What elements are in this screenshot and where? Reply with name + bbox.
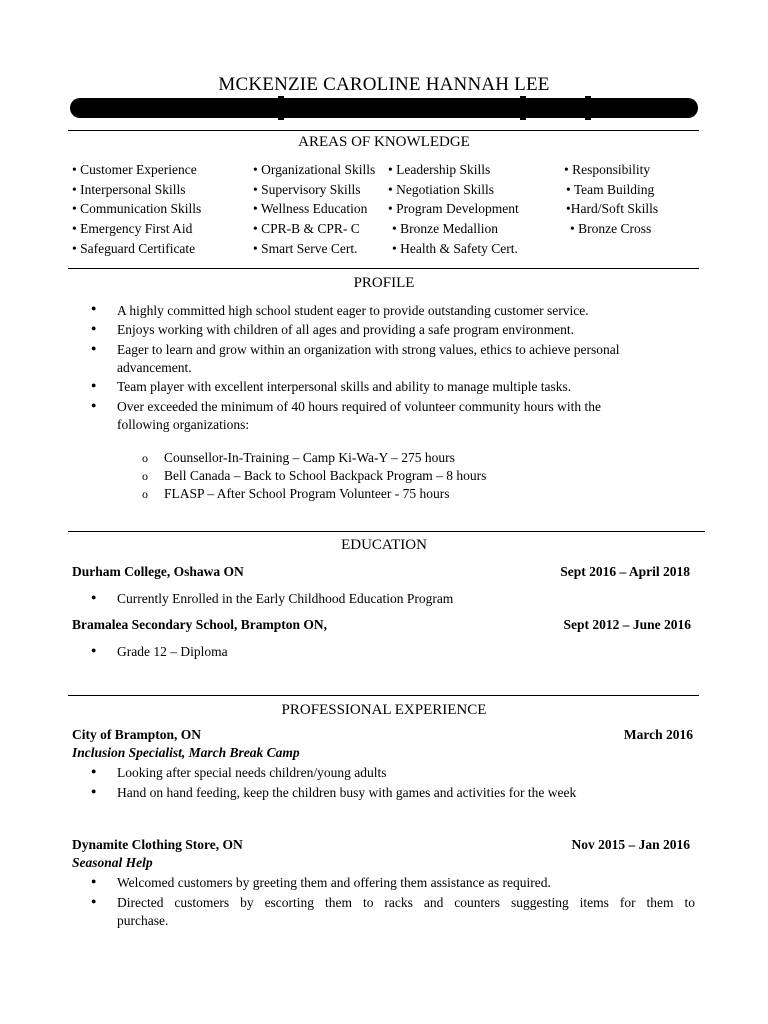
profile-bullet: A highly committed high school student eager to provide outstanding customer service. xyxy=(117,303,589,318)
employment-dates: Nov 2015 – Jan 2016 xyxy=(571,837,690,852)
profile-bullet: Enjoys working with children of all ages and providing a safe program environment. xyxy=(117,322,575,337)
bar-notch xyxy=(585,96,591,120)
job-role: Seasonal Help xyxy=(72,855,153,870)
bullet-dot: ● xyxy=(91,786,97,796)
skill-item: • Safeguard Certificate xyxy=(72,241,196,256)
school-name: Durham College, Oshawa ON xyxy=(72,564,244,579)
skill-item: • Negotiation Skills xyxy=(388,182,494,197)
skill-item: • Smart Serve Cert. xyxy=(253,241,358,256)
skill-item: • Supervisory Skills xyxy=(253,182,361,197)
section-divider xyxy=(68,268,699,269)
skill-item: • CPR-B & CPR- C xyxy=(253,221,360,236)
bar-notch xyxy=(278,96,284,120)
job-role: Inclusion Specialist, March Break Camp xyxy=(72,745,300,760)
candidate-name: MCKENZIE CAROLINE HANNAH LEE xyxy=(218,74,550,95)
education-detail: Currently Enrolled in the Early Childhood Education Program xyxy=(117,591,454,606)
bullet-dot: ● xyxy=(91,766,97,776)
education-dates: Sept 2012 – June 2016 xyxy=(563,617,691,632)
skill-item: • Interpersonal Skills xyxy=(72,182,186,197)
school-name: Bramalea Secondary School, Brampton ON, xyxy=(72,617,327,632)
bullet-dot: ● xyxy=(91,592,97,602)
skill-item: • Emergency First Aid xyxy=(72,221,193,236)
skill-item: •Hard/Soft Skills xyxy=(566,201,659,216)
sub-bullet-marker: o xyxy=(142,451,148,465)
skill-item: • Customer Experience xyxy=(72,162,197,177)
profile-bullet: Team player with excellent interpersonal skills and ability to manage multiple tasks. xyxy=(117,379,572,394)
bullet-dot: ● xyxy=(91,876,97,886)
employer-name: City of Brampton, ON xyxy=(72,727,201,742)
education-title: EDUCATION xyxy=(341,537,427,553)
sub-bullet-marker: o xyxy=(142,487,148,501)
skill-item: • Responsibility xyxy=(564,162,651,177)
section-divider xyxy=(68,695,699,696)
section-divider xyxy=(68,531,705,532)
volunteer-item: Bell Canada – Back to School Backpack Program – 8 hours xyxy=(164,468,487,483)
bullet-dot: ● xyxy=(91,303,97,313)
profile-bullet: Over exceeded the minimum of 40 hours required of volunteer community hours with the xyxy=(117,399,602,414)
volunteer-item: FLASP – After School Program Volunteer - 75 hours xyxy=(164,486,450,501)
skill-item: • Organizational Skills xyxy=(253,162,376,177)
experience-title: PROFESSIONAL EXPERIENCE xyxy=(281,702,487,718)
profile-bullet-cont: following organizations: xyxy=(117,417,250,432)
knowledge-title: AREAS OF KNOWLEDGE xyxy=(298,134,470,150)
skill-item: • Bronze Cross xyxy=(570,221,652,236)
employer-name: Dynamite Clothing Store, ON xyxy=(72,837,243,852)
job-duty: Welcomed customers by greeting them and offering them assistance as required. xyxy=(117,875,551,890)
job-duty: Hand on hand feeding, keep the children busy with games and activities for the week xyxy=(117,785,577,800)
skill-item: • Program Development xyxy=(388,201,519,216)
section-divider xyxy=(68,130,699,131)
education-dates: Sept 2016 – April 2018 xyxy=(560,564,690,579)
employment-dates: March 2016 xyxy=(623,727,693,742)
job-duty: Directed customers by escorting them to racks and counters suggesting items for them to xyxy=(117,895,695,910)
skill-item: • Leadership Skills xyxy=(388,162,491,177)
header-decorative-bar xyxy=(70,98,698,118)
bullet-dot: ● xyxy=(91,896,97,906)
profile-bullet: Eager to learn and grow within an organization with strong values, ethics to achieve personal xyxy=(117,342,620,357)
skill-item: • Health & Safety Cert. xyxy=(392,241,518,256)
job-duty: Looking after special needs children/young adults xyxy=(117,765,387,780)
bullet-dot: ● xyxy=(91,645,97,655)
skill-item: • Communication Skills xyxy=(72,201,202,216)
skill-item: • Team Building xyxy=(566,182,655,197)
bullet-dot: ● xyxy=(91,323,97,333)
bullet-dot: ● xyxy=(91,380,97,390)
volunteer-item: Counsellor-In-Training – Camp Ki-Wa-Y – 275 hours xyxy=(164,450,455,465)
profile-title: PROFILE xyxy=(353,275,415,291)
education-detail: Grade 12 – Diploma xyxy=(117,644,228,659)
job-duty-cont: purchase. xyxy=(117,913,169,928)
skill-item: • Bronze Medallion xyxy=(392,221,498,236)
sub-bullet-marker: o xyxy=(142,469,148,483)
profile-bullet-cont: advancement. xyxy=(117,360,192,375)
bullet-dot: ● xyxy=(91,343,97,353)
bar-notch xyxy=(520,96,526,120)
skill-item: • Wellness Education xyxy=(253,201,368,216)
bullet-dot: ● xyxy=(91,400,97,410)
